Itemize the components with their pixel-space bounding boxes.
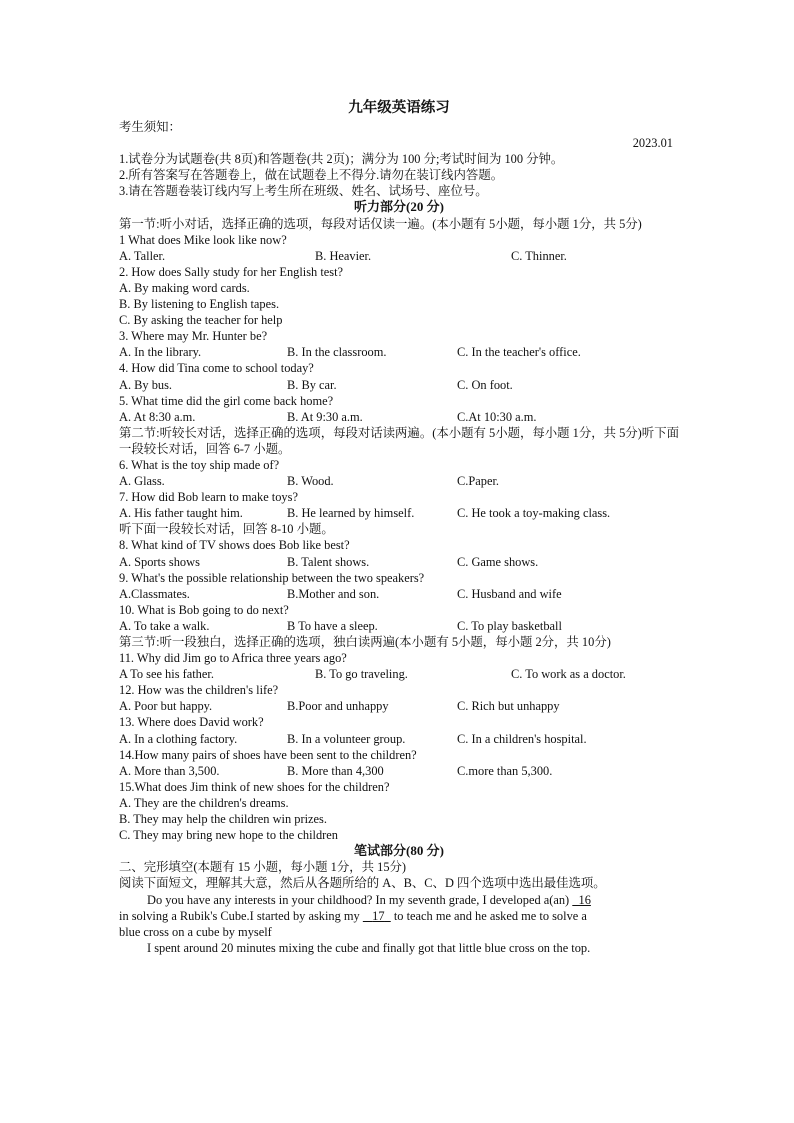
question-4: 4. How did Tina come to school today? (119, 361, 314, 376)
option-c: C. Husband and wife (457, 586, 562, 601)
blank-16 (572, 893, 591, 907)
options-5 (119, 409, 679, 425)
passage-text: to teach me and he asked me to solve a (393, 908, 587, 923)
option-c: C. Game shows. (457, 554, 539, 569)
cloze-intro: 阅读下面短文，理解其大意，然后从各题所给的 A、B、C、D 四个选项中选出最佳选项。 (119, 876, 606, 891)
part2-intro: 第二节:听较长对话，选择正确的选项，每段对话读两遍。(本小题有 5小题，每小题 1分，共 5分)听下面一段较长对话，回答 6-7 小题。 (119, 425, 679, 456)
option-a: A. By bus. (119, 377, 173, 392)
option-a: A. Taller. (119, 248, 166, 263)
option-b: B.Poor and unhappy (287, 699, 389, 714)
option-b: B. By listening to English tapes. (119, 297, 280, 312)
passage-line (119, 892, 679, 908)
passage-text: Do you have any interests in your childhood? In my seventh grade, I developed a(an) (147, 892, 570, 907)
options-10 (119, 618, 679, 634)
question-15: 15.What does Jim think of new shoes for the children? (119, 779, 390, 794)
question-1: 1 What does Mike look like now? (119, 232, 287, 247)
listening-heading: 听力部分(20 分) (354, 199, 444, 215)
option-b: B. He learned by himself. (287, 506, 415, 521)
question-2: 2. How does Sally study for her English test? (119, 264, 344, 279)
option-c: C. In a children's hospital. (457, 731, 587, 746)
page-title: 九年级英语练习 (348, 100, 450, 116)
question-11: 11. Why did Jim go to Africa three years ago? (119, 651, 347, 666)
option-a: A. By making word cards. (119, 280, 250, 295)
question-3: 3. Where may Mr. Hunter be? (119, 329, 268, 344)
question-9: 9. What's the possible relationship between the two speakers? (119, 570, 425, 585)
option-c: C. By asking the teacher for help (119, 313, 283, 328)
question-14: 14.How many pairs of shoes have been sent to the children? (119, 747, 417, 762)
options-1 (119, 248, 679, 264)
question-12: 12. How was the children's life? (119, 683, 279, 698)
option-c: C. To play basketball (457, 618, 562, 633)
option-c: C. They may bring new hope to the children (119, 828, 338, 843)
option-a: A. In a clothing factory. (119, 731, 238, 746)
instruction-2: 2.所有答案写在答题卷上，做在试题卷上不得分.请勿在装订线内答题。 (119, 168, 504, 183)
option-a: A. Sports shows (119, 554, 200, 569)
passage-line (119, 908, 679, 924)
options-11 (119, 666, 679, 682)
cloze-title: 二、完形填空(本题有 15 小题，每小题 1分，共 15分) (119, 860, 407, 875)
options-14 (119, 763, 679, 779)
question-13: 13. Where does David work? (119, 715, 264, 730)
option-b: B. They may help the children win prizes. (119, 812, 327, 827)
option-b: B. Wood. (287, 474, 334, 489)
blank-number: 17 (372, 908, 385, 923)
option-a: A. Poor but happy. (119, 699, 213, 714)
writing-heading: 笔试部分(80 分) (354, 843, 444, 859)
option-a: A. More than 3,500. (119, 763, 220, 778)
option-a: A. To take a walk. (119, 618, 210, 633)
option-a: A. His father taught him. (119, 506, 243, 521)
options-6 (119, 473, 679, 489)
passage-line: I spent around 20 minutes mixing the cube and finally got that little blue cross on the top. (147, 940, 591, 955)
option-a: A To see his father. (119, 667, 214, 682)
passage-text: in solving a Rubik's Cube.I started by asking my (119, 908, 360, 923)
option-c: C.more than 5,300. (457, 763, 553, 778)
options-12 (119, 698, 679, 714)
exam-date: 2023.01 (632, 136, 673, 151)
page-content (119, 98, 679, 956)
option-b: B To have a sleep. (287, 618, 378, 633)
passage-line: blue cross on a cube by myself (119, 924, 272, 939)
option-a: A. Glass. (119, 474, 165, 489)
option-b: B. By car. (287, 377, 337, 392)
question-10: 10. What is Bob going to do next? (119, 602, 289, 617)
option-c: C. Thinner. (511, 248, 567, 263)
option-b: B. Talent shows. (287, 554, 370, 569)
blank-number: 16 (578, 892, 591, 907)
option-c: C. Rich but unhappy (457, 699, 560, 714)
blank-17 (363, 909, 391, 923)
notice-label: 考生须知： (119, 120, 181, 134)
part1-intro: 第一节:听小对话，选择正确的选项，每段对话仅读一遍。(本小题有 5小题，每小题 1分，共 5分) (119, 216, 642, 231)
option-c: C. On foot. (457, 377, 513, 392)
option-b: B. In the classroom. (287, 345, 387, 360)
option-c: C. In the teacher's office. (457, 345, 581, 360)
option-b: B.Mother and son. (287, 586, 380, 601)
question-6: 6. What is the toy ship made of? (119, 457, 280, 472)
option-a: A.Classmates. (119, 586, 190, 601)
options-7 (119, 505, 679, 521)
options-13 (119, 731, 679, 747)
instruction-3: 3.请在答题卷装订线内写上考生所在班级、姓名、试场号、座位号。 (119, 184, 488, 199)
option-b: B. To go traveling. (315, 667, 408, 682)
options-9 (119, 586, 679, 602)
part3-intro: 第三节:听一段独白，选择正确的选项，独白读两遍(本小题有 5小题，每小题 2分，共 10分) (119, 635, 611, 649)
options-8 (119, 554, 679, 570)
option-c: C. To work as a doctor. (511, 667, 626, 682)
option-c: C. He took a toy-making class. (457, 506, 611, 521)
sub-intro-8-10: 听下面一段较长对话，回答 8-10 小题。 (119, 522, 334, 537)
option-a: A. At 8:30 a.m. (119, 409, 196, 424)
option-b: B. At 9:30 a.m. (287, 409, 363, 424)
question-7: 7. How did Bob learn to make toys? (119, 490, 298, 505)
option-b: B. Heavier. (315, 248, 372, 263)
instruction-1: 1.试卷分为试题卷(共 8页)和答题卷(共 2页)；满分为 100 分;考试时间为 100 分钟。 (119, 152, 564, 167)
question-5: 5. What time did the girl come back home? (119, 393, 334, 408)
option-a: A. They are the children's dreams. (119, 795, 289, 810)
options-3 (119, 344, 679, 360)
option-c: C.At 10:30 a.m. (457, 409, 537, 424)
option-b: B. In a volunteer group. (287, 731, 406, 746)
option-c: C.Paper. (457, 474, 499, 489)
options-4 (119, 377, 679, 393)
question-8: 8. What kind of TV shows does Bob like best? (119, 538, 350, 553)
option-b: B. More than 4,300 (287, 763, 384, 778)
option-a: A. In the library. (119, 345, 202, 360)
